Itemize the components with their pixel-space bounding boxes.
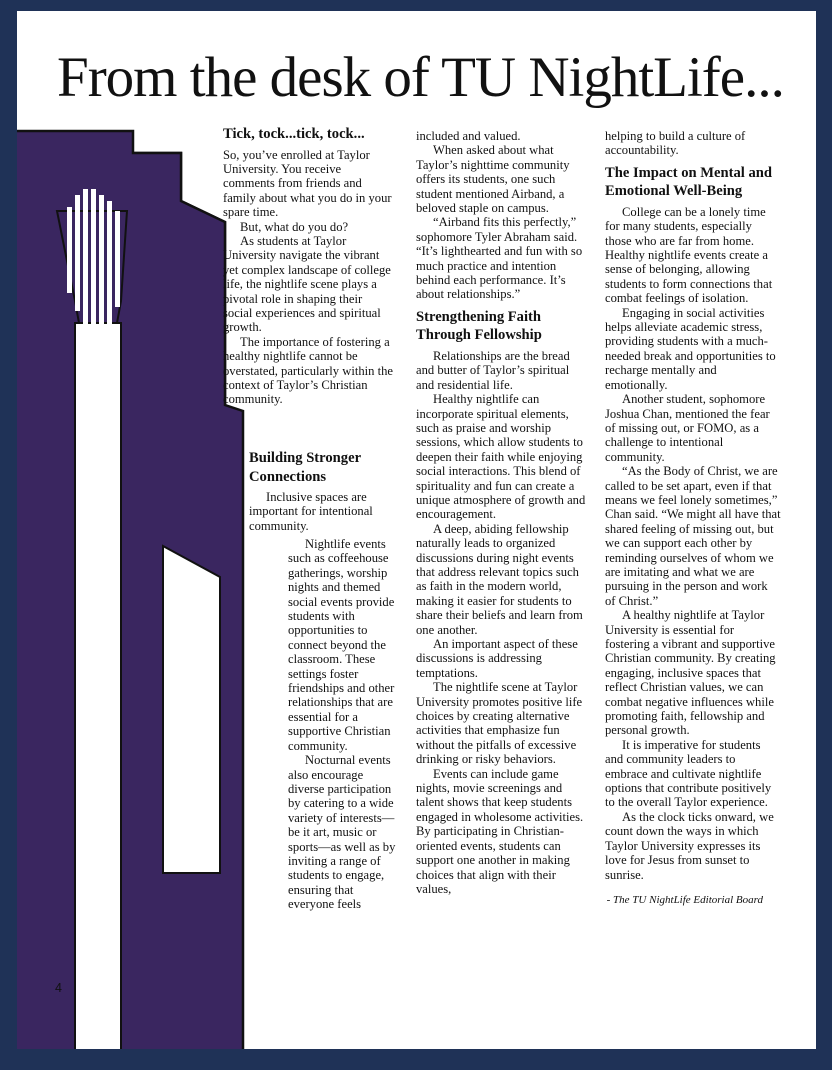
- paragraph: Healthy nightlife can incorporate spiritual elements, such as praise and worship sessions, which allow students to deepen their faith while enjoying social interactions. This blend of spirituality and fun can create a unique atmosphere of growth and encouragement.: [416, 392, 586, 522]
- paragraph: Nightlife events such as coffeehouse gatherings, worship nights and themed social events provide students with opportunities to connect beyond the classroom. These settings foster friendships and other relationships that are essential for a supportive Christian community.: [288, 537, 395, 753]
- paragraph: A healthy nightlife at Taylor University is essential for fostering a vibrant and supportive Christian community. By creating engaging, inclusive spaces that reflect Christian values, we can combat negative influences while promoting faith, fellowship and personal growth.: [605, 608, 776, 738]
- paragraph: So, you’ve enrolled at Taylor University. You receive comments from friends and family about what you do in your spare time.: [223, 147, 392, 220]
- paragraph: Inclusive spaces are important for intentional community.: [249, 490, 373, 533]
- paragraph: As students at Taylor University navigate the vibrant yet complex landscape of college life, the nightlife scene plays a pivotal role in shaping their social experiences and spiritual growth.: [223, 233, 391, 335]
- tower-slat: [115, 211, 120, 307]
- paragraph: As the clock ticks onward, we count down the ways in which Taylor University expresses its love for Jesus from sunset to sunrise.: [605, 809, 774, 882]
- paragraph: “As the Body of Christ, we are called to be set apart, even if that means we feel lonely sometimes,” Chan said. “We might all have that shared feeling of missing out, but we can support each other by reminding ourselves of whom we are imitating and what we are pursuing in the person and work of Christ.”: [605, 464, 781, 608]
- paragraph: College can be a lonely time for many students, especially those who are far from home. Healthy nightlife events create a sense of belonging, allowing students to form connections that combat feelings of isolation.: [605, 204, 773, 306]
- section-heading-mental-wellbeing: The Impact on Mental and Emotional Well-Being: [605, 164, 773, 200]
- tower-window: [163, 546, 220, 873]
- paragraph: A deep, abiding fellowship naturally leads to organized discussions during night events that address relevant topics such as faith in the modern world, making it easier for students to share their beliefs and learn from one another.: [416, 521, 583, 637]
- paragraph: When asked about what Taylor’s nighttime community offers its students, one such student mentioned Airband, a beloved staple on campus.: [416, 143, 570, 216]
- paragraph: Relationships are the bread and butter of Taylor’s spiritual and residential life.: [416, 348, 570, 392]
- paragraph: The importance of fostering a healthy nightlife cannot be overstated, particularly within the context of Taylor’s Christian community.: [223, 334, 393, 407]
- tower-slat: [91, 189, 96, 335]
- article-column-2: [416, 129, 586, 896]
- section-heading-tick-tock: Tick, tock...tick, tock...: [223, 126, 365, 142]
- tower-slat: [107, 201, 112, 325]
- tower-slat: [99, 195, 104, 331]
- editorial-signature: - The TU NightLife Editorial Board: [606, 893, 763, 906]
- section-heading-building-connections: Building Stronger Connections: [249, 450, 361, 485]
- tower-slat: [75, 195, 80, 311]
- article-column-3: [605, 129, 781, 907]
- paragraph: Nocturnal events also encourage diverse participation by catering to a wide variety of interests—be it art, music or sports—as well as by inviting a range of students to engage, ensuring that everyone feels: [288, 753, 396, 912]
- tower-slat: [83, 189, 88, 325]
- article-column-1-middle: [249, 449, 393, 533]
- paragraph: helping to build a culture of accountability.: [605, 129, 746, 158]
- paragraph: “Airband fits this perfectly,” sophomore Tyler Abraham said. “It’s lighthearted and fun with so much practice and intention behind each performance. It’s about relationships.”: [416, 215, 583, 302]
- paragraph: Engaging in social activities helps alleviate academic stress, providing students with a much-needed break and opportunities to recharge mentally and emotionally.: [605, 305, 776, 392]
- page-number: 4: [55, 981, 62, 995]
- paragraph: included and valued.: [416, 129, 521, 143]
- article-column-1-lower: [288, 537, 396, 912]
- tower-facade: [75, 323, 121, 1049]
- paragraph: It is imperative for students and community leaders to embrace and cultivate nightlife options that contribute positively to the overall Taylor experience.: [605, 737, 772, 810]
- paragraph: An important aspect of these discussions is addressing temptations.: [416, 637, 578, 680]
- tower-slat: [67, 207, 72, 293]
- paragraph: Events can include game nights, movie screenings and talent shows that keep students engaged in wholesome activities. By participating in Christian-oriented events, students can support one another in making choices that align with their values,: [416, 766, 584, 896]
- paragraph: But, what do you do?: [240, 219, 349, 234]
- paragraph: The nightlife scene at Taylor University promotes positive life choices by creating alternative activities that emphasize fun without the pitfalls of excessive drinking or risky behaviors.: [416, 680, 583, 767]
- section-heading-strengthening-faith: Strengthening Faith Through Fellowship: [416, 308, 542, 344]
- article-column-1: [223, 125, 393, 407]
- magazine-page: [17, 11, 816, 1049]
- page-title: From the desk of TU NightLife...: [57, 46, 784, 109]
- paragraph: Another student, sophomore Joshua Chan, mentioned the fear of missing out, or FOMO, as a challenge to intentional community.: [605, 392, 770, 464]
